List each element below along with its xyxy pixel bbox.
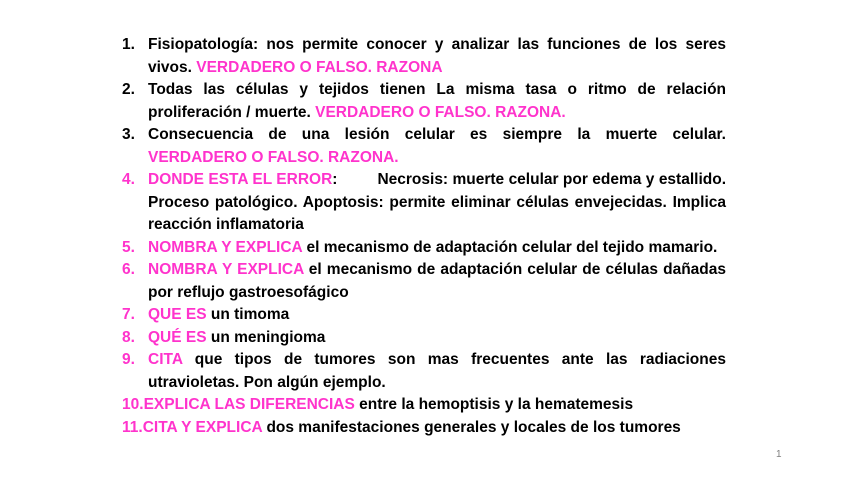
question-number: 7. [122,306,135,323]
question-instruction: EXPLICA LAS DIFERENCIAS [143,396,355,413]
question-2 [122,79,726,124]
question-instruction: NOMBRA Y EXPLICA [148,261,304,278]
question-text: Consecuencia de una lesión celular es siempre la muerte celular. [148,126,726,143]
slide-number: 1 [776,449,782,460]
question-number: 6. [122,261,135,278]
question-text: un timoma [206,306,290,323]
question-instruction: QUÉ ES [148,328,207,346]
question-number: 3. [122,126,135,143]
question-number: 10. [122,396,144,413]
question-number: 2. [122,81,135,98]
question-instruction: CITA [148,351,183,368]
question-number: 4. [122,171,135,188]
question-4 [122,169,726,237]
question-number: 8. [122,328,135,346]
question-instruction: VERDADERO O FALSO. RAZONA [196,58,443,76]
question-text: el mecanismo de adaptación celular del tejido mamario. [302,238,718,256]
question-5 [122,237,726,260]
question-8 [122,327,726,350]
question-text: dos manifestaciones generales y locales de los tumores [262,418,681,436]
question-11 [122,417,726,440]
question-text: que tipos de tumores son mas frecuentes ante las radiaciones utravioletas. Pon algún ejemplo. [148,351,726,391]
question-text: Necrosis: muerte celular por edema y estallido. Proceso patológico. Apoptosis: permite eliminar células envejecidas. Implica reacción inflamatoria [148,171,726,233]
question-number: 5. [122,238,135,256]
question-7 [122,304,726,327]
question-text: Todas las células y tejidos tienen La misma tasa o ritmo de relación proliferación / muerte. [148,81,726,121]
question-instruction: DONDE ESTA EL ERROR [148,171,333,188]
question-instruction: VERDADERO O FALSO. RAZONA. [315,103,566,121]
question-9 [122,349,726,394]
question-text: el mecanismo de adaptación celular de células dañadas por reflujo gastroesofágico [148,261,726,301]
question-text: entre la hemoptisis y la hematemesis [354,396,634,413]
question-list [122,34,726,439]
question-text: Fisiopatología: nos permite conocer y analizar las funciones de los seres vivos. [148,36,726,76]
question-10 [122,394,726,417]
question-number: 1. [122,36,135,53]
question-text: un meningioma [206,328,326,346]
question-1 [122,34,726,79]
question-instruction: NOMBRA Y EXPLICA [148,238,303,256]
question-number: 11. [122,418,143,436]
question-instruction: CITA Y EXPLICA [142,418,263,436]
question-number: 9. [122,351,135,368]
question-6 [122,259,726,304]
question-colon: : [332,171,338,188]
question-3 [122,124,726,169]
question-instruction: QUE ES [148,306,207,323]
question-instruction: VERDADERO O FALSO. RAZONA. [148,148,399,166]
